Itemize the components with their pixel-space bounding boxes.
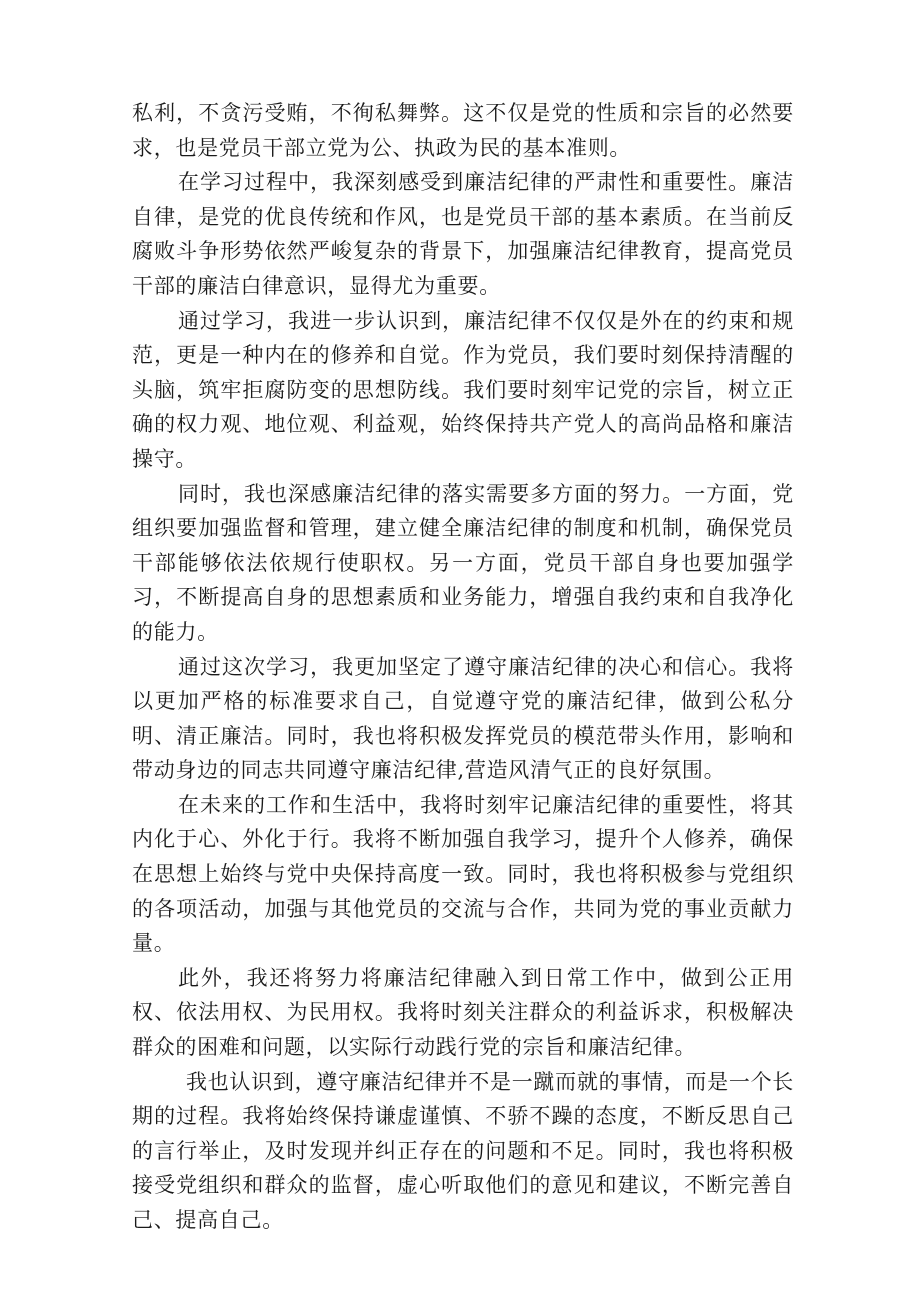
paragraph-7: 此外，我还将努力将廉洁纪律融入到日常工作中，做到公正用权、依法用权、为民用权。我将时刻关注群众的利益诉求，积极解决群众的困难和问题，以实际行动践行党的宗旨和廉洁纪律。 [132, 965, 794, 1060]
paragraph-2: 在学习过程中，我深刻感受到廉洁纪律的严肃性和重要性。廉洁自律，是党的优良传统和作风，也是党员干部的基本素质。在当前反腐败斗争形势依然严峻复杂的背景下，加强廉洁纪律教育，提高党员干部的廉洁白律意识，显得尤为重要。 [132, 170, 794, 298]
paragraph-1: 私利，不贪污受贿，不徇私舞弊。这不仅是党的性质和宗旨的必然要求，也是党员干部立党为公、执政为民的基本准则。 [132, 101, 794, 160]
paragraph-5: 通过这次学习，我更加坚定了遵守廉洁纪律的决心和信心。我将以更加严格的标准要求自己，自觉遵守党的廉洁纪律，做到公私分明、清正廉洁。同时，我也将积极发挥党员的模范带头作用，影响和带动身边的同志共同遵守廉洁纪律,营造风清气正的良好氛围。 [132, 654, 794, 783]
paragraph-3: 通过学习，我进一步认识到，廉洁纪律不仅仅是外在的约束和规范，更是一种内在的修养和自觉。作为党员，我们要时刻保持清醒的头脑，筑牢拒腐防变的思想防线。我们要时刻牢记党的宗旨，树立正确的权力观、地位观、利益观，始终保持共产党人的高尚品格和廉洁操守。 [132, 308, 794, 471]
paragraph-4: 同时，我也深感廉洁纪律的落实需要多方面的努力。一方面，党组织要加强监督和管理，建立健全廉洁纪律的制度和机制，确保党员干部能够依法依规行使职权。另一方面，党员干部自身也要加强学习，不断提高自身的思想素质和业务能力，增强自我约束和自我净化的能力。 [132, 481, 794, 644]
paragraph-8: 我也认识到，遵守廉洁纪律并不是一蹴而就的事情，而是一个长期的过程。我将始终保持谦虚谨慎、不骄不躁的态度，不断反思自己的言行举止，及时发现并纠正存在的问题和不足。同时，我也将积极接受党组织和群众的监督，虚心听取他们的意见和建议，不断完善自己、提高自己。 [132, 1069, 794, 1232]
document-body [132, 96, 794, 1238]
paragraph-6: 在未来的工作和生活中，我将时刻牢记廉洁纪律的重要性，将其内化于心、外化于行。我将不断加强自我学习，提升个人修养，确保在思想上始终与党中央保持高度一致。同时，我也将积极参与党组织的各项活动，加强与其他党员的交流与合作，共同为党的事业贡献力量。 [132, 792, 794, 956]
